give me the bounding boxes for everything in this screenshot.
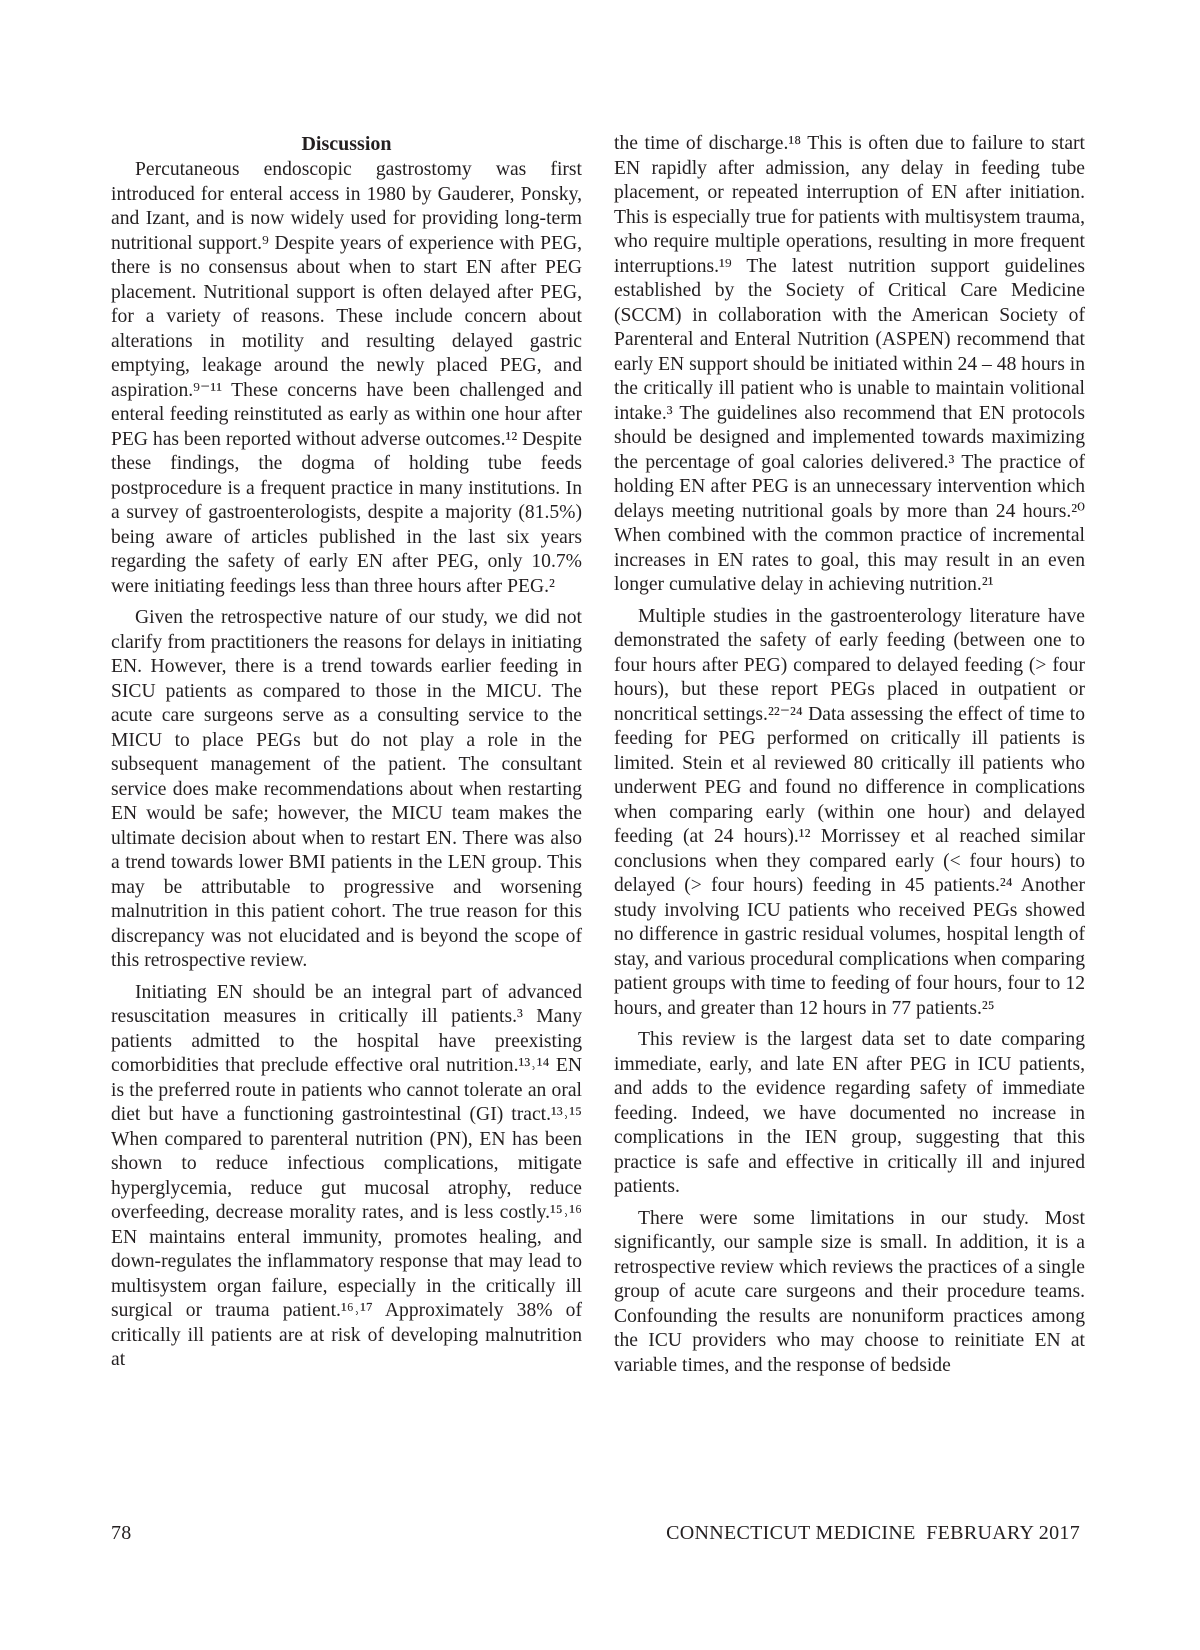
paragraph: Given the retrospective nature of our study, we did not clarify from practitioners the reasons for delays in initiating EN. However, there is a trend towards earlier feeding in SICU patients as compared to those in the MICU. The acute care surgeons serve as a consulting service to the MICU to place PEGs but do not play a role in the subsequent management of the patient. The consultant service does make recommendations about when restarting EN would be safe; however, the MICU team makes the ultimate decision about when to restart EN. There was also a trend towards lower BMI patients in the LEN group. This may be attributable to progressive and worsening malnutrition in this patient cohort. The true reason for this discrepancy was not elucidated and is beyond the scope of this retrospective review. xyxy=(111,607,582,971)
left-column xyxy=(111,132,582,1380)
paragraph: Multiple studies in the gastroenterology literature have demonstrated the safety of early feeding (between one to four hours after PEG) compared to delayed feeding (> four hours), but these report PEGs placed in outpatient or noncritical settings.²²⁻²⁴ Data assessing the effect of time to feeding for PEG performed on critically ill patients is limited. Stein et al reviewed 80 critically ill patients who underwent PEG and found no difference in complications when comparing early (within one hour) and delayed feeding (at 24 hours).¹² Morrissey et al reached similar conclusions when they compared early (< four hours) to delayed (> four hours) feeding in 45 patients.²⁴ Another study involving ICU patients who received PEGs showed no difference in gastric residual volumes, hospital length of stay, and various procedural complications when comparing patient groups with time to feeding of four hours, four to 12 hours, and greater than 12 hours in 77 patients.²⁵ xyxy=(614,605,1085,1019)
paragraph: This review is the largest data set to date comparing immediate, early, and late EN after PEG in ICU patients, and adds to the evidence regarding safety of immediate feeding. Indeed, we have documented no increase in complications in the IEN group, suggesting that this practice is safe and effective in critically ill and injured patients. xyxy=(614,1029,1085,1197)
page-number: 78 xyxy=(111,1522,132,1544)
paragraph-continuation: the time of discharge.¹⁸ This is often due to failure to start EN rapidly after admission, any delay in feeding tube placement, or repeated interruption of EN after initiation. This is especially true for patients with multisystem trauma, who require multiple operations, resulting in more frequent interruptions.¹⁹ The latest nutrition support guidelines established by the Society of Critical Care Medicine (SCCM) in collaboration with the American Society of Parenteral and Enteral Nutrition (ASPEN) recommend that early EN support should be initiated within 24 – 48 hours in the critically ill patient who is unable to maintain volitional intake.³ The guidelines also recommend that EN protocols should be designed and implemented towards maximizing the percentage of goal calories delivered.³ The practice of holding EN after PEG is an unnecessary intervention which delays meeting nutritional goals by more than 24 hours.²⁰ When combined with the common practice of incremental increases in EN rates to goal, this may result in an even longer cumulative delay in achieving nutrition.²¹ xyxy=(614,133,1085,595)
right-column xyxy=(614,132,1085,1385)
section-heading: Discussion xyxy=(301,133,392,155)
paragraph: Percutaneous endoscopic gastrostomy was first introduced for enteral access in 1980 by Gauderer, Ponsky, and Izant, and is now widely used for providing long-term nutritional support.⁹ Despite years of experience with PEG, there is no consensus about when to start EN after PEG placement. Nutritional support is often delayed after PEG, for a variety of reasons. These include concern about alterations in motility and resulting delayed gastric emptying, leakage around the newly placed PEG, and aspiration.⁹⁻¹¹ These concerns have been challenged and enteral feeding reinstituted as early as within one hour after PEG has been reported without adverse outcomes.¹² Despite these findings, the dogma of holding tube feeds postprocedure is a frequent practice in many institutions. In a survey of gastroenterologists, despite a majority (81.5%) being aware of articles published in the last six years regarding the safety of early EN after PEG, only 10.7% were initiating feedings less than three hours after PEG.² xyxy=(111,159,582,597)
paragraph: Initiating EN should be an integral part of advanced resuscitation measures in critically ill patients.³ Many patients admitted to the hospital have preexisting comorbidities that preclude effective oral nutrition.¹³˒¹⁴ EN is the preferred route in patients who cannot tolerate an oral diet but have a functioning gastrointestinal (GI) tract.¹³˒¹⁵ When compared to parenteral nutrition (PN), EN has been shown to reduce infectious complications, mitigate hyperglycemia, reduce gut mucosal atrophy, reduce overfeeding, decrease morality rates, and is less costly.¹⁵˒¹⁶ EN maintains enteral immunity, promotes healing, and down-regulates the inflammatory response that may lead to multisystem organ failure, especially in the critically ill surgical or trauma patient.¹⁶˒¹⁷ Approximately 38% of critically ill patients are at risk of developing malnutrition at xyxy=(111,981,582,1370)
paragraph: There were some limitations in our study. Most significantly, our sample size is small. In addition, it is a retrospective review which reviews the practices of a single group of acute care surgeons and their procedure teams. Confounding the results are nonuniform practices among the ICU providers who may choose to reinitiate EN at variable times, and the response of bedside xyxy=(614,1207,1085,1376)
running-footer: CONNECTICUT MEDICINE FEBRUARY 2017 xyxy=(666,1522,1080,1544)
